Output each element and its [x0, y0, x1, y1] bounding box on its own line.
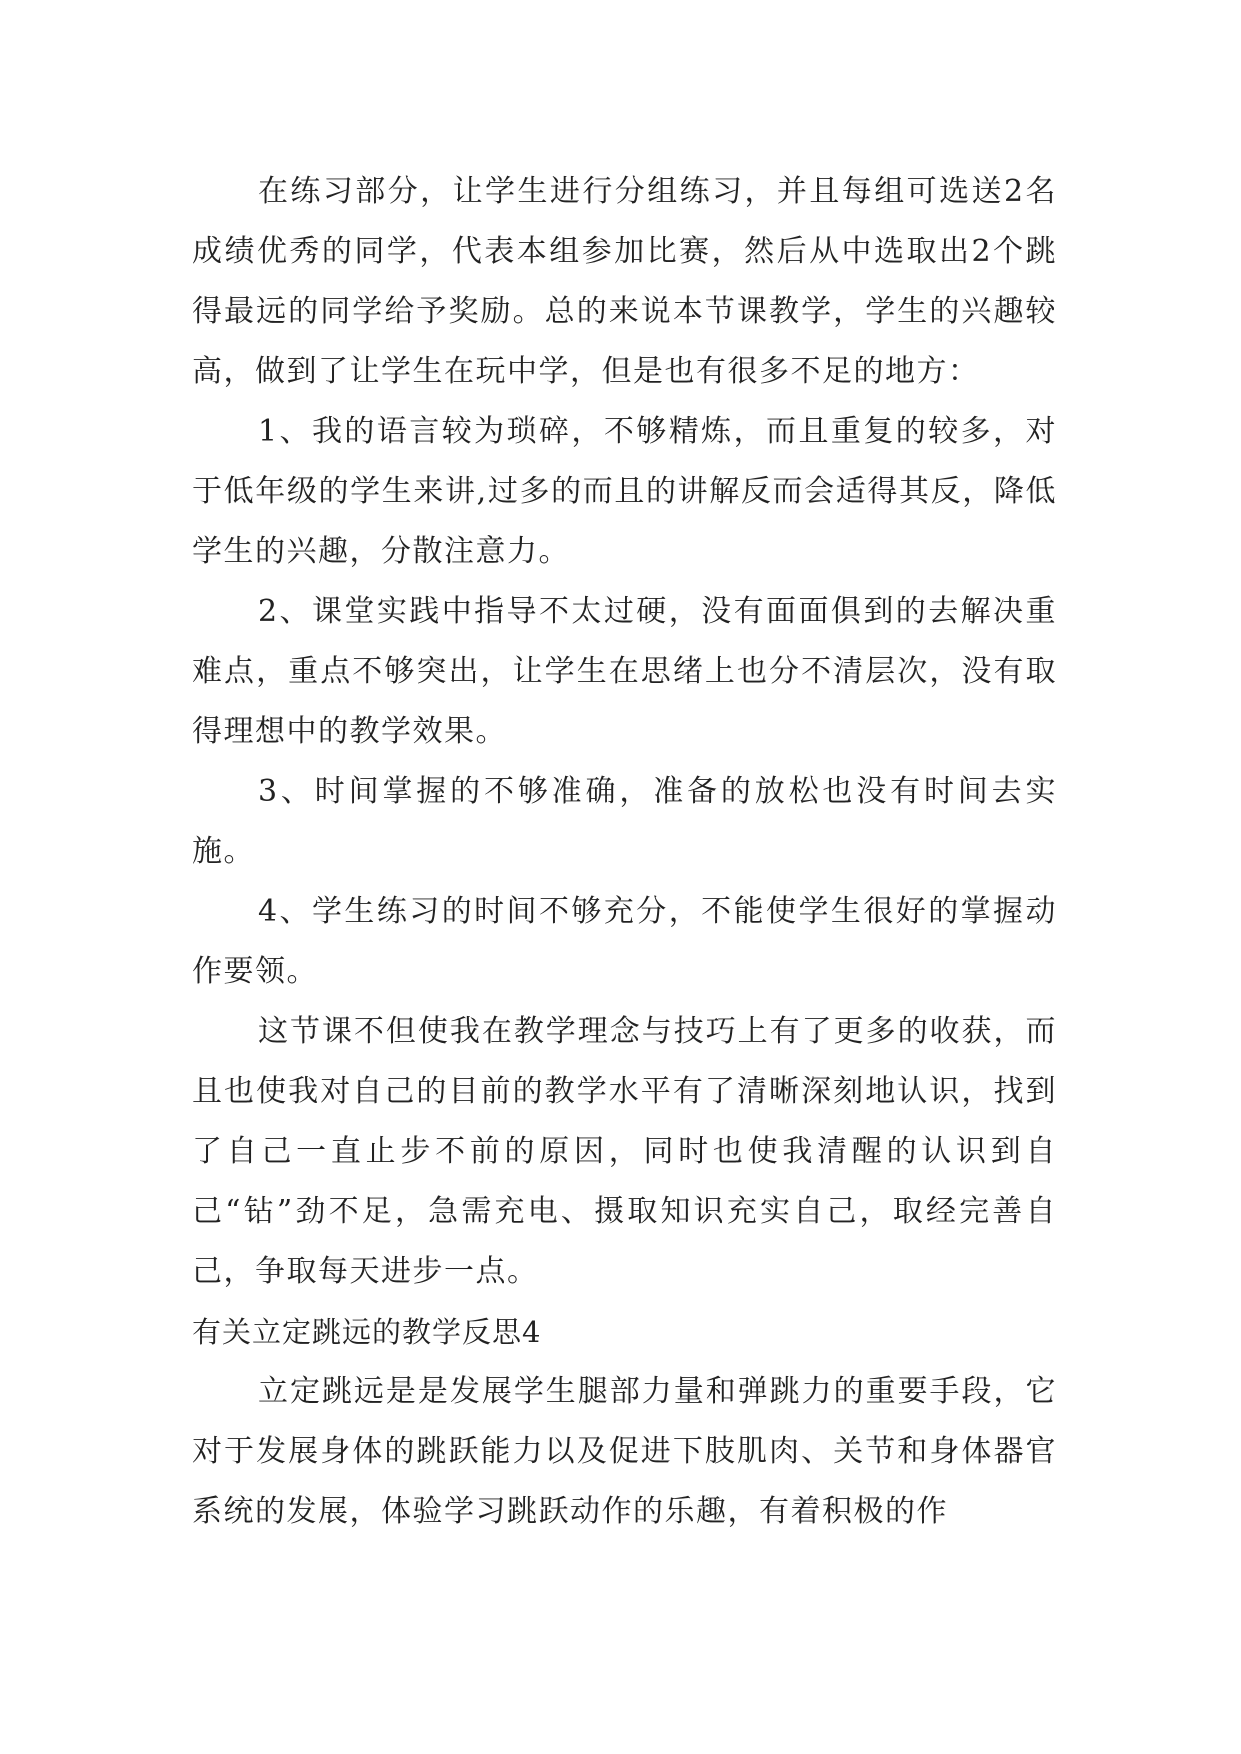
body-paragraph: 2、课堂实践中指导不太过硬，没有面面俱到的去解决重难点，重点不够突出，让学生在思绪上也分不清层次，没有取得理想中的教学效果。	[192, 594, 1057, 749]
body-paragraph: 4、学生练习的时间不够充分，不能使学生很好的掌握动作要领。	[192, 894, 1057, 989]
body-paragraph: 3、时间掌握的不够准确，准备的放松也没有时间去实施。	[192, 774, 1057, 869]
body-paragraph: 这节课不但使我在教学理念与技巧上有了更多的收获，而且也使我对自己的目前的教学水平有了清晰深刻地认识，找到了自己一直止步不前的原因，同时也使我清醒的认识到自己“钻”劲不足，急需充电、摄取知识充实自己，取经完善自己，争取每天进步一点。	[192, 1014, 1057, 1289]
document-page	[192, 162, 1057, 1542]
body-paragraph: 在练习部分，让学生进行分组练习，并且每组可选送2名成绩优秀的同学，代表本组参加比赛，然后从中选取出2个跳得最远的同学给予奖励。总的来说本节课教学，学生的兴趣较高，做到了让学生在玩中学，但是也有很多不足的地方：	[192, 174, 1057, 389]
section-heading: 有关立定跳远的教学反思4	[192, 1315, 542, 1349]
body-paragraph: 立定跳远是是发展学生腿部力量和弹跳力的重要手段，它对于发展身体的跳跃能力以及促进下肢肌肉、关节和身体器官系统的发展，体验学习跳跃动作的乐趣，有着积极的作	[192, 1374, 1057, 1529]
body-paragraph: 1、我的语言较为琐碎，不够精炼，而且重复的较多，对于低年级的学生来讲,过多的而且的讲解反而会适得其反，降低学生的兴趣，分散注意力。	[192, 414, 1057, 569]
